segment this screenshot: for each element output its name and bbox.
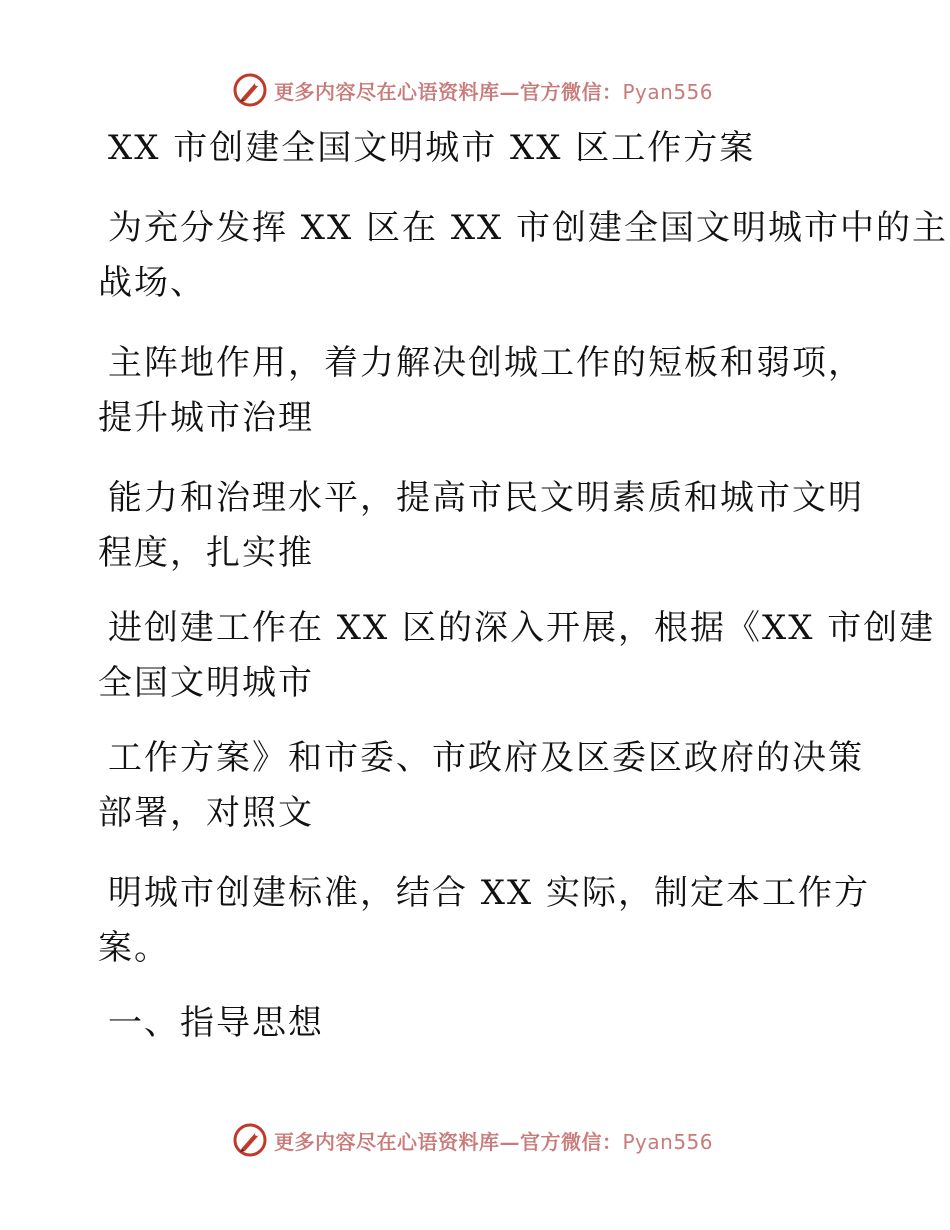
pen-nib-logo-icon (232, 1122, 268, 1158)
paragraph-line: 工作方案》和市委、市政府及区委区政府的决策 (108, 738, 864, 778)
watermark-text: 更多内容尽在心语资料库—官方微信：Pyan556 (274, 79, 714, 104)
paragraph-line: 明城市创建标准，结合 XX 实际，制定本工作方 (108, 873, 871, 913)
paragraph-line: 为充分发挥 XX 区在 XX 市创建全国文明城市中的主 (108, 208, 949, 248)
paragraph-line: 提升城市治理 (98, 398, 314, 438)
paragraph-line: 程度，扎实推 (98, 533, 314, 573)
footer-watermark-banner (232, 1120, 713, 1160)
paragraph-line: 全国文明城市 (98, 663, 314, 703)
paragraph-line: 战场、 (98, 263, 206, 303)
section-heading: 一、指导思想 (108, 1003, 324, 1043)
pen-nib-logo-icon (232, 72, 268, 108)
paragraph-line: 主阵地作用，着力解决创城工作的短板和弱项， (108, 343, 864, 383)
document-title: XX 市创建全国文明城市 XX 区工作方案 (108, 128, 756, 168)
header-watermark-banner (232, 70, 713, 110)
paragraph-line: 案。 (98, 928, 170, 968)
paragraph-line: 部署，对照文 (98, 793, 314, 833)
paragraph-line: 能力和治理水平，提高市民文明素质和城市文明 (108, 478, 864, 518)
watermark-text: 更多内容尽在心语资料库—官方微信：Pyan556 (274, 1129, 714, 1154)
paragraph-line: 进创建工作在 XX 区的深入开展，根据《XX 市创建 (108, 608, 936, 648)
